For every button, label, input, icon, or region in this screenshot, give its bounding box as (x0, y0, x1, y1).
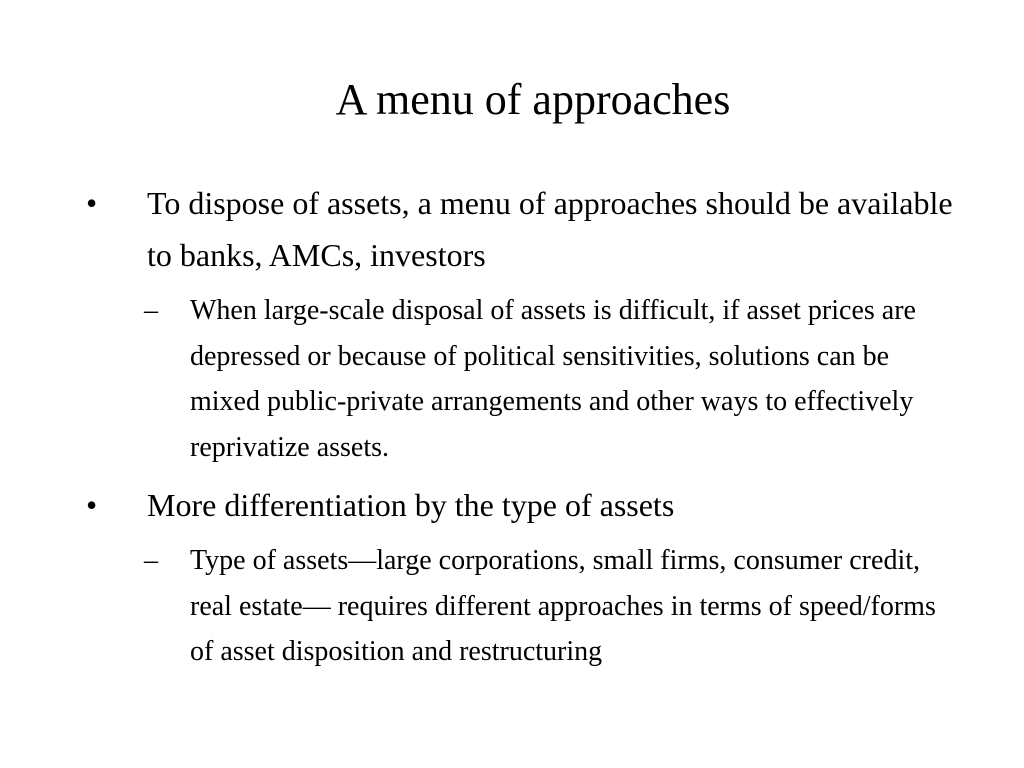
sub-bullet-marker: – (144, 295, 158, 326)
sub-bullet-text: When large-scale disposal of assets is difficult, if asset prices are depressed or because of political sensitivities, solutions can be mixed public-private arrangements and other ways to effectively reprivatize assets. (190, 295, 916, 463)
bullet-text: More differentiation by the type of assets (147, 487, 675, 523)
bullet-text: To dispose of assets, a menu of approaches should be available to banks, AMCs, investors (147, 185, 953, 273)
bullet-item-2 (86, 479, 966, 531)
sub-bullet-marker: – (144, 545, 158, 576)
slide-title: A menu of approaches (335, 75, 731, 124)
sub-bullet-item-1 (144, 288, 964, 470)
sub-bullet-text: Type of assets—large corporations, small firms, consumer credit, real estate— requires different approaches in terms of speed/forms of asset disposition and restructuring (190, 545, 936, 667)
bullet-marker: • (86, 185, 98, 221)
bullet-marker: • (86, 487, 98, 523)
bullet-item-1 (86, 177, 966, 281)
sub-bullet-item-2 (144, 538, 964, 720)
